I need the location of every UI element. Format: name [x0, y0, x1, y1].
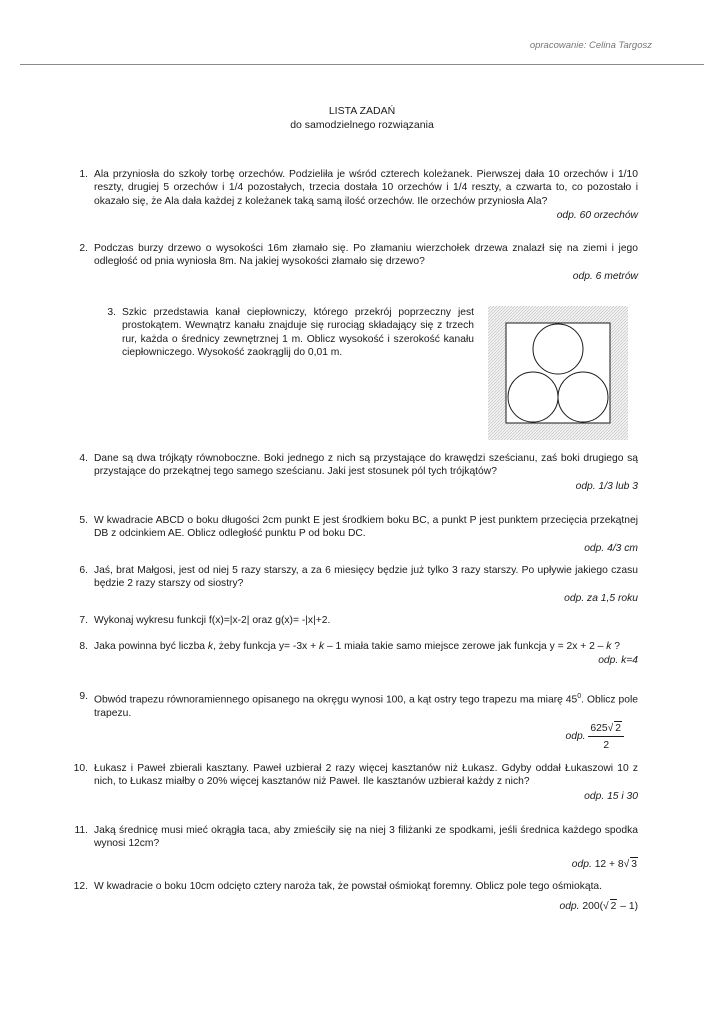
task-number: 10. — [73, 763, 88, 774]
channel-rectangle — [506, 323, 610, 423]
task-1 — [79, 168, 638, 223]
answer-tail: – 1) — [617, 901, 638, 913]
task-8 — [79, 640, 638, 668]
task-answer: odp. 6 metrów — [572, 270, 638, 282]
task-4 — [79, 452, 638, 493]
task-text: Jaką średnicę musi mieć okrągła taca, aby zmieściły się na niej 3 filiżanki ze spodkami, jeśli średnica każdego spodka wynosi 12cm? — [94, 825, 638, 850]
answer-label: odp. — [565, 731, 586, 743]
text-part: – 1 miała takie samo miejsce zerowe jak funkcja y = 2x + 2 – — [324, 641, 607, 652]
task-answer — [94, 721, 624, 752]
task-number: 9. — [79, 691, 88, 702]
sqrt-icon: √ — [603, 901, 609, 913]
task-2 — [79, 242, 638, 283]
task-text: Podczas burzy drzewo o wysokości 16m złamało się. Po złamaniu wierzchołek drzewa znalazł się na ziemi i jego odległość od pnia wyniosła 8m. Na jakiej wysokości złamało się drzewo? — [94, 243, 638, 268]
task-text: Szkic przedstawia kanał ciepłowniczy, którego przekrój poprzeczny jest prostokątem. Wewnątrz kanału znajduje się rurociąg składający się z trzech rur, każda o średnicy zewnętrznej 1 m. Oblicz wysokość i szerokość kanału ciepłowniczego. Wysokość zaokrąglij do 0,01 m. — [122, 307, 474, 359]
task-text — [94, 690, 638, 720]
task-answer: odp. 60 orzechów — [556, 210, 638, 222]
task-number: 12. — [73, 881, 88, 892]
radicand: 2 — [615, 723, 621, 735]
task-answer: odp. 4/3 cm — [584, 542, 638, 554]
header-author: opracowanie: Celina Targosz — [529, 40, 652, 51]
task-number: 4. — [79, 453, 88, 464]
radicand: 3 — [631, 858, 637, 870]
heating-channel-diagram — [488, 306, 628, 440]
task-answer: odp. k=4 — [598, 655, 638, 667]
text-part: Jaka powinna być liczba — [94, 641, 208, 652]
task-number: 7. — [79, 615, 88, 626]
task-6 — [79, 564, 638, 605]
task-text: W kwadracie o boku 10cm odcięto cztery naroża tak, że powstał ośmiokąt foremny. Oblicz pole tego ośmiokąta. — [94, 881, 603, 892]
page-subtitle: do samodzielnego rozwiązania — [290, 119, 434, 131]
radicand: 2 — [610, 901, 617, 913]
task-text: Dane są dwa trójkąty równoboczne. Boki jednego z nich są przystające do krawędzi sześcianu, zaś boki drugiego są przystające do przekątnej tego samego sześcianu. Jaki jest stosunek pól tych trójkątów? — [94, 453, 638, 478]
text-part: Obwód trapezu równoramiennego opisanego na okręgu wynosi 100, a kąt ostry tego trapezu ma miarę 45 — [94, 694, 578, 706]
sqrt-icon: √ — [607, 723, 614, 735]
task-7 — [79, 614, 638, 627]
task-answer: odp. 1/3 lub 3 — [575, 480, 638, 492]
answer-expression: 200( — [582, 901, 603, 913]
answer-expression: 12 + 8 — [594, 858, 624, 870]
task-text: Jaś, brat Małgosi, jest od niej 5 razy starszy, a za 6 miesięcy będzie już tylko 3 razy starszy. Po upływie jakiego czasu będzie 2 razy starszy od siostry? — [94, 565, 638, 590]
text-part: . Oblicz pole trapezu. — [94, 694, 638, 719]
task-text: Wykonaj wykresu funkcji f(x)=|x-2| oraz g(x)= -|x|+2. — [94, 615, 331, 626]
text-part: , żeby funkcja y= -3x + — [213, 641, 319, 652]
task-3 — [107, 306, 474, 360]
variable-k: k — [318, 641, 325, 652]
title-block — [0, 104, 724, 132]
task-number: 2. — [79, 243, 88, 254]
task-11 — [74, 824, 638, 871]
task-number: 8. — [79, 641, 88, 652]
answer-label: odp. — [559, 901, 580, 913]
task-10 — [73, 762, 638, 803]
task-answer: odp. za 1,5 roku — [564, 592, 638, 604]
page-title: LISTA ZADAŃ — [328, 105, 396, 117]
task-text — [94, 640, 638, 653]
task-text: Ala przyniosła do szkoły torbę orzechów. Podzieliła je wśród czterech koleżanek. Pierwszej dała 10 orzechów i 1/10 reszty, drugiej 5 orzechów i 1/4 pozostałych, trzecia dostała 10 orzechów i 1/4 reszty, a czwarta to, co pozostało i okazało się, że Ala dała każdej z koleżanek taką samą ilość orzechów. Ile orzechów przyniosła Ala? — [94, 169, 638, 207]
task-answer — [94, 899, 638, 913]
answer-fraction — [588, 721, 624, 752]
degree-superscript: 0 — [577, 693, 582, 700]
variable-k: k — [207, 641, 214, 652]
task-5 — [79, 514, 638, 555]
sqrt-icon: √ — [623, 858, 630, 870]
task-12 — [73, 880, 638, 914]
task-answer — [94, 857, 638, 871]
fraction-coefficient: 625 — [590, 723, 608, 735]
answer-label: odp. — [571, 858, 592, 870]
task-text: Łukasz i Paweł zbierali kasztany. Paweł uzbierał 2 razy więcej kasztanów niż Łukasz. Gdyby oddał Łukaszowi 10 z nich, to Łukasz miałby o 20% więcej kasztanów niż Paweł. Ile kasztanów uzbierał każdy z nich? — [94, 763, 638, 788]
task-9 — [79, 690, 638, 752]
task-number: 11. — [74, 825, 88, 836]
fraction-denominator: 2 — [603, 739, 610, 751]
task-text: W kwadracie ABCD o boku długości 2cm punkt E jest środkiem boku BC, a punkt P jest punktem przecięcia przekątnej DB z odcinkiem AE. Oblicz odległość punktu P od boku DC. — [94, 515, 638, 540]
task-answer: odp. 15 i 30 — [584, 790, 638, 802]
task-number: 1. — [79, 169, 88, 180]
text-part: ? — [611, 641, 621, 652]
header-rule — [20, 64, 704, 65]
task-number: 6. — [79, 565, 88, 576]
task-number: 3. — [107, 307, 116, 318]
variable-k: k — [606, 641, 612, 652]
task-number: 5. — [79, 515, 88, 526]
